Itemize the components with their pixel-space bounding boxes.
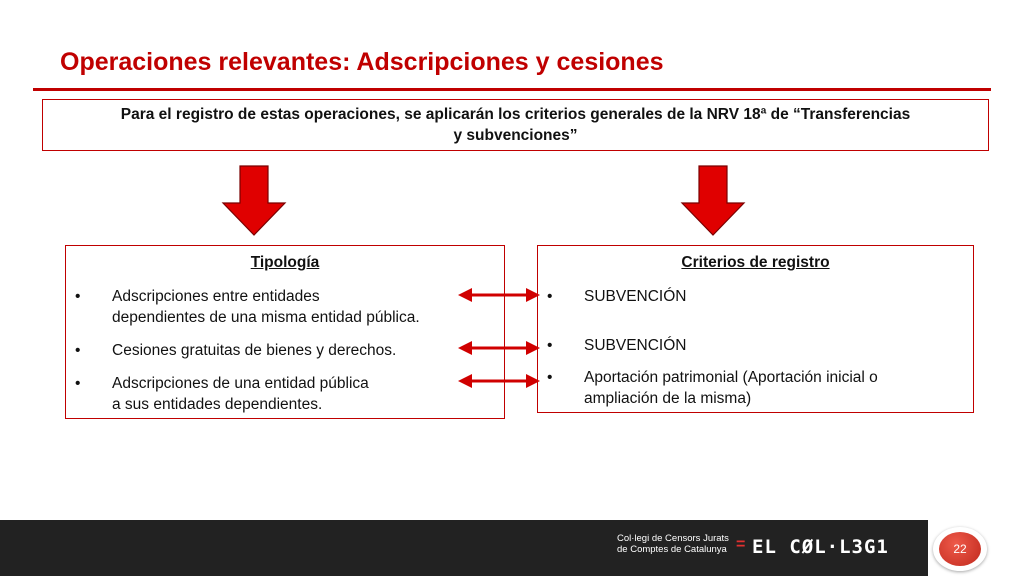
double-arrow-icon — [458, 286, 540, 304]
footer-equals-sign: = — [736, 536, 746, 553]
criterios-panel — [537, 245, 974, 413]
down-arrow-icon-right — [680, 165, 746, 237]
list-item-text: Aportación patrimonial (Aportación inicial o ampliación de la misma) — [584, 369, 878, 407]
bullet: • — [547, 288, 553, 305]
intro-line-2: y subvenciones” — [453, 127, 578, 144]
criterios-heading: Criterios de registro — [681, 254, 830, 271]
double-arrow-icon — [458, 339, 540, 357]
page-number: 22 — [939, 532, 981, 566]
intro-text — [121, 104, 910, 146]
page-number-badge — [933, 527, 987, 571]
intro-box — [42, 99, 989, 151]
footer-organization: Col·legi de Censors Jurats de Comptes de Catalunya — [617, 533, 729, 555]
list-item-text: Adscripciones de una entidad pública a sus entidades dependientes. — [112, 375, 369, 413]
down-arrow-icon-left — [221, 165, 287, 237]
list-item-text: SUBVENCIÓN — [584, 288, 687, 305]
bullet: • — [75, 375, 81, 392]
bullet: • — [75, 288, 81, 305]
tipologia-heading: Tipología — [250, 254, 320, 271]
double-arrow-icon — [458, 372, 540, 390]
list-item-text: SUBVENCIÓN — [584, 337, 687, 354]
intro-line-1: Para el registro de estas operaciones, se aplicarán los criterios generales de la NRV 18ª de “Transferencias — [120, 106, 911, 123]
title-underline — [33, 88, 991, 91]
footer-brand-logo: EL CØL·L3G1 — [752, 536, 889, 558]
bullet: • — [75, 342, 81, 359]
bullet: • — [547, 337, 553, 354]
tipologia-panel — [65, 245, 505, 419]
bullet: • — [547, 369, 553, 386]
slide-title: Operaciones relevantes: Adscripciones y cesiones — [60, 48, 664, 76]
list-item-text: Adscripciones entre entidades dependientes de una misma entidad pública. — [112, 288, 420, 326]
list-item-text: Cesiones gratuitas de bienes y derechos. — [112, 342, 397, 359]
